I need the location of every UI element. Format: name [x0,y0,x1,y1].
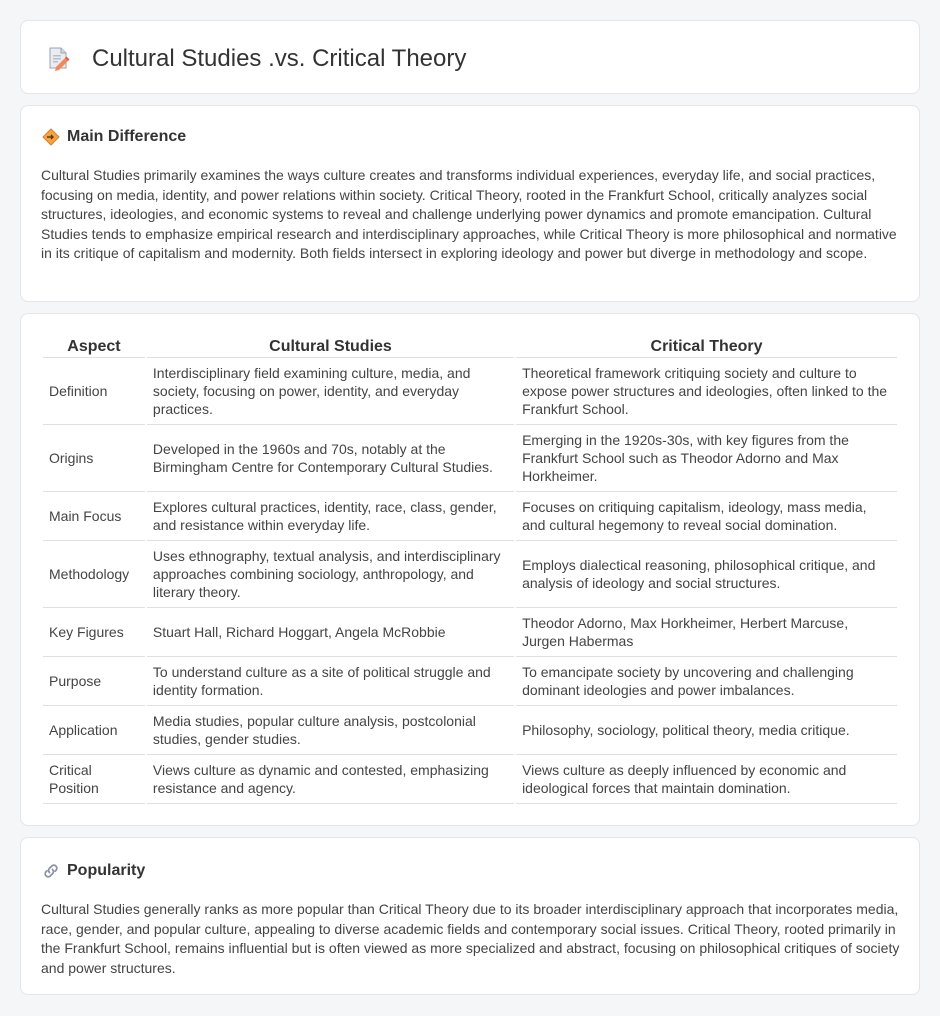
table-row [43,425,897,492]
cultural-studies-cell: Views culture as dynamic and contested, emphasizing resistance and agency. [147,755,514,804]
aspect-cell: Application [43,706,145,755]
popularity-text: Cultural Studies generally ranks as more popular than Critical Theory due to its broader interdisciplinary approach that incorporates media, race, gender, and popular culture, appealing to diverse academic fields and contemporary social issues. Critical Theory, rooted primarily in the Frankfurt School, remains influential but is often viewed as more specialized and abstract, focusing on philosophical critiques of society and power structures. [41,901,900,976]
main-difference-card [20,105,920,302]
table-row [43,541,897,608]
comparison-table [41,336,899,804]
cultural-studies-cell: Media studies, popular culture analysis, postcolonial studies, gender studies. [147,706,514,755]
cultural-studies-cell: Uses ethnography, textual analysis, and interdisciplinary approaches combining sociology, anthropology, and literary theory. [147,541,514,608]
aspect-cell: Critical Position [43,755,145,804]
critical-theory-cell: To emancipate society by uncovering and challenging dominant ideologies and power imbalances. [516,657,897,706]
critical-theory-cell: Theoretical framework critiquing society and culture to expose power structures and ideologies, often linked to the Frankfurt School. [516,358,897,425]
table-row [43,706,897,755]
cultural-studies-cell: Explores cultural practices, identity, race, class, gender, and resistance within everyday life. [147,492,514,541]
table-row [43,657,897,706]
document-pencil-icon [45,45,71,71]
aspect-cell: Definition [43,358,145,425]
critical-theory-cell: Focuses on critiquing capitalism, ideology, mass media, and cultural hegemony to reveal social domination. [516,492,897,541]
page-title: Cultural Studies .vs. Critical Theory [92,45,467,72]
cultural-studies-cell: Stuart Hall, Richard Hoggart, Angela McRobbie [147,608,514,657]
aspect-cell: Main Focus [43,492,145,541]
popularity-header [41,860,145,882]
header-cultural-studies: Cultural Studies [147,336,514,358]
critical-theory-cell: Theodor Adorno, Max Horkheimer, Herbert Marcuse, Jurgen Habermas [516,608,897,657]
table-row [43,358,897,425]
critical-theory-cell: Views culture as deeply influenced by economic and ideological forces that maintain domination. [516,755,897,804]
header-critical-theory: Critical Theory [516,336,897,358]
cultural-studies-cell: To understand culture as a site of political struggle and identity formation. [147,657,514,706]
aspect-cell: Methodology [43,541,145,608]
header-aspect: Aspect [43,336,145,358]
critical-theory-cell: Employs dialectical reasoning, philosophical critique, and analysis of ideology and social structures. [516,541,897,608]
aspect-cell: Key Figures [43,608,145,657]
table-row [43,492,897,541]
aspect-cell: Origins [43,425,145,492]
cultural-studies-cell: Interdisciplinary field examining culture, media, and society, focusing on power, identity, and everyday practices. [147,358,514,425]
comparison-card [20,313,920,826]
main-difference-text: Cultural Studies primarily examines the ways culture creates and transforms individual experiences, everyday life, and social practices, focusing on media, identity, and power relations within society. Critical Theory, rooted in the Frankfurt School, critically analyzes social structures, ideologies, and economic systems to reveal and challenge underlying power dynamics and promote emancipation. Cultural Studies tends to emphasize empirical research and interdisciplinary approaches, while Critical Theory is more philosophical and normative in its critique of capitalism and modernity. Both fields intersect in exploring ideology and power but diverge in methodology and scope. [41,167,897,261]
title-card [20,20,920,94]
main-difference-heading: Main Difference [67,128,187,145]
diamond-sign-icon [41,127,61,147]
aspect-cell: Purpose [43,657,145,706]
table-header-row [43,336,897,358]
popularity-heading: Popularity [67,862,146,879]
main-difference-header [41,126,186,148]
popularity-card [20,837,920,995]
link-icon [41,861,61,881]
critical-theory-cell: Emerging in the 1920s-30s, with key figures from the Frankfurt School such as Theodor Adorno and Max Horkheimer. [516,425,897,492]
table-row [43,755,897,804]
table-row [43,608,897,657]
cultural-studies-cell: Developed in the 1960s and 70s, notably at the Birmingham Centre for Contemporary Cultural Studies. [147,425,514,492]
critical-theory-cell: Philosophy, sociology, political theory, media critique. [516,706,897,755]
